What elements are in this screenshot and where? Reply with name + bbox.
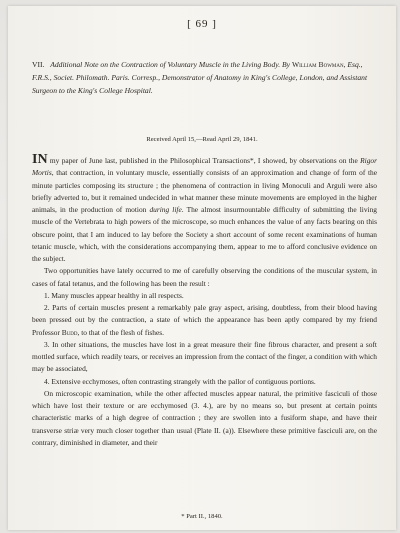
budd-name: Budd — [61, 327, 78, 337]
page-number: [ 69 ] — [187, 18, 217, 30]
paragraph-1-text-a: my paper of June last, published in the Philosophical Transactions*, I showed, by observations on the — [47, 156, 361, 165]
title-text: Additional Note on the Contraction of Voluntary Muscle in the Living Body. — [50, 60, 281, 69]
drop-cap: IN — [32, 152, 48, 167]
title-by: By — [282, 60, 291, 69]
paragraph-4-text-b: , to that of the flesh of fishes. — [77, 327, 164, 337]
article-title — [32, 58, 377, 98]
paragraph-5: 3. In other situations, the muscles have lost in a great measure their fine fibrous character, and present a soft mottled surface, which readily tears, or receives an impression from the contact of the finger, a condition with which may be associated, — [32, 339, 377, 374]
rigor-mortis-term: Rigor Mortis — [32, 156, 377, 178]
paragraph-6: 4. Extensive ecchymoses, often contrasting strangely with the pallor of contiguous portions. — [44, 376, 316, 386]
paragraph-1-text-b: , that contraction, in voluntary muscle, essentially consists of an approximation and change of form of the minute particles composing its structure ; the phenomena of contraction in living Monoculi and Arguli were also briefly adverted to, but it remained undecided in what manner these minute movements are employed in the higher animals, in the production of motion — [32, 168, 377, 214]
paragraph-1 — [32, 152, 377, 265]
paragraph-4-text-a: 2. Parts of certain muscles present a remarkably pale gray aspect, arising, doubtless, from their blood having been pressed out by the contraction, a state of which the appearance has been aptly compared by my friend Professor — [32, 303, 377, 337]
paragraph-7: On microscopic examination, while the other affected muscles appear natural, the primitive fasciculi of those which have lost their texture or are ecchymosed (3. 4.), are by no means so, but present at certain points characteristic marks of a high degree of contraction ; they are swollen into a fusiform shape, and have their transverse striæ very much closer together than usual (Plate II. (a)). Elsewhere these primitive fasciculi are, on the contrary, diminished in diameter, and their — [32, 388, 377, 447]
during-life-term: during life — [149, 205, 182, 214]
author-name: William Bowman — [291, 60, 344, 69]
paragraph-2: Two opportunities have lately occurred to me of carefully observing the conditions of the muscular system, in cases of fatal tetanus, and the following has been the result : — [32, 266, 377, 288]
author-credentials: , Esq., F.R.S., Societ. Philomath. Paris. Corresp., Demonstrator of Anatomy in King's College, London, and Assistant Surgeon to the King's College Hospital. — [32, 60, 368, 96]
paragraph-3: 1. Many muscles appear healthy in all respects. — [44, 290, 184, 300]
article-number: VII. — [32, 60, 45, 69]
footnote: * Part II., 1840. — [181, 513, 223, 520]
article-body — [32, 152, 377, 449]
received-date: Received April 15,—Read April 29, 1841. — [146, 136, 258, 143]
paragraph-1-text-c: . The almost insurmountable difficulty of submitting the living muscle of the Vertebrata to high powers of the microscope, so much enhances the value of any facts bearing on this obscure point, that I am induced to lay before the Society a short account of some recent examinations of human tetanic muscle, which, with the considerations accompanying them, appear to me to afford conclusive evidence on the subject. — [32, 205, 377, 263]
paragraph-4 — [32, 302, 377, 339]
document-page — [8, 6, 396, 530]
